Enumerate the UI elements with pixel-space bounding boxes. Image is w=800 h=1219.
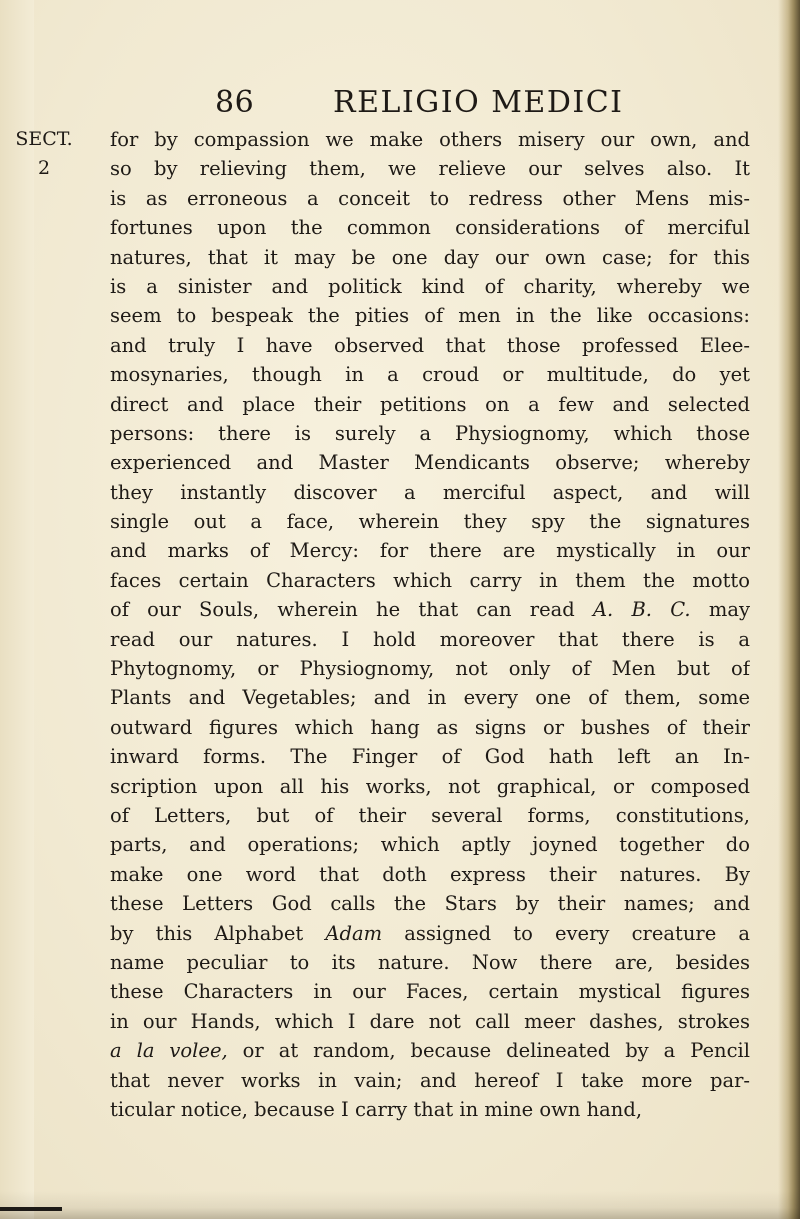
page-edge-shadow <box>778 0 800 1219</box>
text-line: natures, that it may be one day our own case; for this <box>110 245 750 269</box>
body-text <box>110 125 750 1124</box>
text-line: of Letters, but of their several forms, constitutions, <box>110 803 750 827</box>
text-line: faces certain Characters which carry in them the motto <box>110 568 750 592</box>
text-line: that never works in vain; and hereof I take more par- <box>110 1068 750 1092</box>
text-line: Phytognomy, or Physiognomy, not only of Men but of <box>110 657 750 681</box>
text-line: and truly I have observed that those professed Elee- <box>110 333 750 357</box>
text-line: Plants and Vegetables; and in every one of them, some <box>110 686 750 710</box>
italic-text: A. B. C. <box>592 598 691 622</box>
section-label: SECT. <box>15 128 73 150</box>
text-line: is as erroneous a conceit to redress other Mens mis- <box>110 186 750 210</box>
text-line: of our Souls, wherein he that can read A. B. C. may <box>110 598 750 622</box>
text-line: a la volee, or at random, because delineated by a Pencil <box>110 1039 750 1063</box>
italic-text: Adam <box>325 921 383 945</box>
text-line: read our natures. I hold moreover that there is a <box>110 627 750 651</box>
text-line: parts, and operations; which aptly joyned together do <box>110 833 750 857</box>
page-bottom-shadow <box>0 1191 800 1219</box>
text-line: single out a face, wherein they spy the signatures <box>110 510 750 534</box>
text-line: name peculiar to its nature. Now there are, besides <box>110 950 750 974</box>
page-number: 86 <box>215 85 255 120</box>
text-line: for by compassion we make others misery our own, and <box>110 128 750 151</box>
text-line: experienced and Master Mendicants observe; whereby <box>110 451 750 475</box>
text-line: these Letters God calls the Stars by their names; and <box>110 892 750 916</box>
text-line: inward forms. The Finger of God hath left an In- <box>110 745 750 769</box>
text-line: they instantly discover a merciful aspect, and will <box>110 480 750 504</box>
text-line: in our Hands, which I dare not call meer dashes, strokes <box>110 1009 750 1033</box>
text-line: seem to bespeak the pities of men in the like occasions: <box>110 304 750 328</box>
running-head: RELIGIO MEDICI <box>333 85 624 120</box>
text-line: mosynaries, though in a croud or multitude, do yet <box>110 363 750 387</box>
text-line: and marks of Mercy: for there are mystically in our <box>110 539 750 563</box>
text-line: scription upon all his works, not graphical, or composed <box>110 774 750 798</box>
text-line: fortunes upon the common considerations of merciful <box>110 216 750 240</box>
text-line: direct and place their petitions on a few and selected <box>110 392 750 416</box>
text-line: persons: there is surely a Physiognomy, which those <box>110 421 750 445</box>
bottom-edge-mark <box>0 1207 62 1211</box>
text-line: is a sinister and politick kind of charity, whereby we <box>110 274 750 298</box>
text-line: outward figures which hang as signs or bushes of their <box>110 715 750 739</box>
text-line: these Characters in our Faces, certain mystical figures <box>110 980 750 1004</box>
italic-text: a la volee, <box>110 1039 228 1063</box>
text-line: by this Alphabet Adam assigned to every creature a <box>110 921 750 945</box>
section-number: 2 <box>37 157 51 179</box>
section-margin-note <box>8 125 80 183</box>
text-line: make one word that doth express their natures. By <box>110 862 750 886</box>
text-line: so by relieving them, we relieve our selves also. It <box>110 157 750 181</box>
page-header <box>215 85 755 129</box>
text-line: ticular notice, because I carry that in mine own hand, <box>110 1097 643 1121</box>
